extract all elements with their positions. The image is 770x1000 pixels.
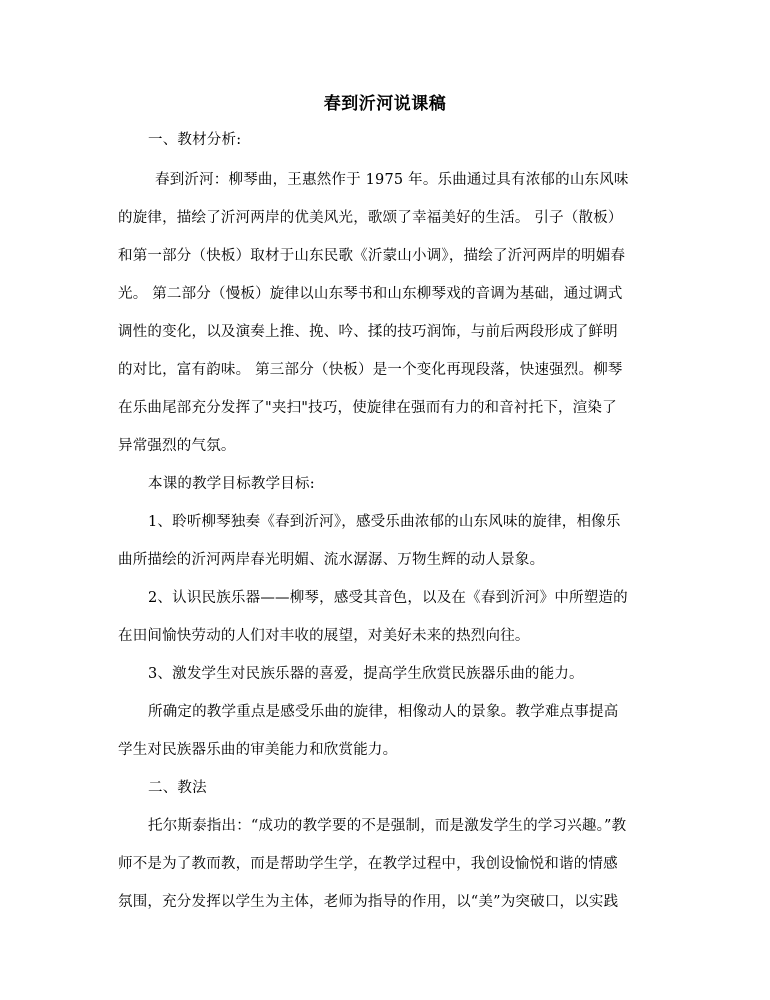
paragraph-line: 和第一部分（快板）取材于山东民歌《沂蒙山小调》，描绘了沂河两岸的明媚春 (118, 248, 626, 264)
paragraph-line: 春到沂河：柳琴曲，王惠然作于 1975 年。乐曲通过具有浓郁的山东风味 (155, 172, 629, 188)
paragraph-line: 托尔斯泰指出：“成功的教学要的不是强制，而是激发学生的学习兴趣。”教 (148, 818, 627, 834)
paragraph-line: 曲所描绘的沂河两岸春光明媚、流水潺潺、万物生辉的动人景象。 (118, 552, 545, 568)
paragraph-line: 异常强烈的气氛。 (118, 438, 236, 454)
teaching-goals-heading: 本课的教学目标教学目标: (148, 476, 315, 492)
section-heading-textbook-analysis: 一、教材分析: (148, 132, 242, 148)
paragraph-line: 的旋律，描绘了沂河两岸的优美风光，歌颂了幸福美好的生活。 引子（散板） (118, 210, 623, 226)
paragraph-line: 在田间愉快劳动的人们对丰收的展望，对美好未来的热烈向往。 (118, 628, 530, 644)
section-heading-teaching-method: 二、教法 (148, 780, 207, 796)
goal-item-1: 1、聆听柳琴独奏《春到沂河》，感受乐曲浓郁的山东风味的旋律，相像乐 (148, 514, 621, 530)
paragraph-line: 学生对民族器乐曲的审美能力和欣赏能力。 (118, 742, 398, 758)
paragraph-line: 所确定的教学重点是感受乐曲的旋律，相像动人的景象。教学难点事提高 (148, 704, 619, 720)
paragraph-line: 调性的变化，以及演奏上推、挽、吟、揉的技巧润饰，与前后两段形成了鲜明 (118, 324, 618, 340)
paragraph-line: 在乐曲尾部充分发挥了"夹扫"技巧，使旋律在强而有力的和音衬托下，渲染了 (118, 400, 617, 416)
paragraph-line: 光。 第二部分（慢板）旋律以山东琴书和山东柳琴戏的音调为基础，通过调式 (118, 286, 623, 302)
paragraph-line: 氛围，充分发挥以学生为主体，老师为指导的作用，以“美”为突破口，以实践 (118, 894, 619, 910)
goal-item-3: 3、激发学生对民族乐器的喜爱，提高学生欣赏民族器乐曲的能力。 (148, 666, 584, 682)
paragraph-line: 的对比，富有韵味。 第三部分（快板）是一个变化再现段落，快速强烈。柳琴 (118, 362, 623, 378)
document-title: 春到沂河说课稿 (323, 94, 447, 114)
paragraph-line: 师不是为了教而教，而是帮助学生学，在教学过程中，我创设愉悦和谐的情感 (118, 856, 618, 872)
goal-item-2: 2、认识民族乐器——柳琴，感受其音色，以及在《春到沂河》中所塑造的 (148, 590, 628, 606)
